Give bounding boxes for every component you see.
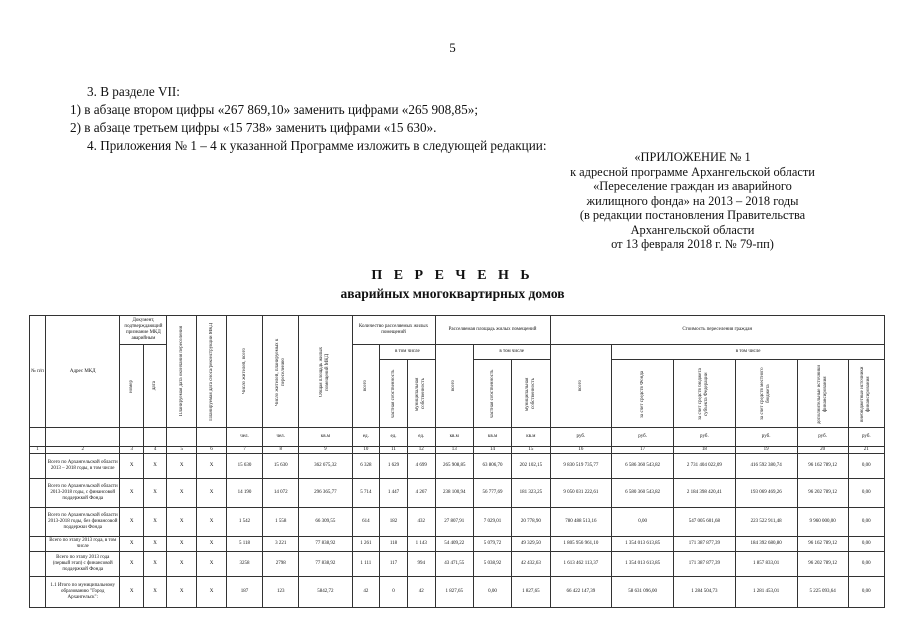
table-cell: 181 323,25 (512, 479, 550, 508)
table-cell: 1 613 462 113,37 (550, 552, 612, 577)
table-cell: X (120, 454, 143, 479)
table-cell: 42 (352, 577, 380, 608)
table-cell: 780 488 513,16 (550, 508, 612, 537)
table-cell: 0 (380, 577, 408, 608)
unit-cell (30, 428, 46, 447)
unit-cell: руб. (735, 428, 797, 447)
table-cell: 1 354 013 613,85 (612, 537, 674, 552)
document-subtitle: аварийных многоквартирных домов (340, 286, 565, 301)
unit-cell: кв.м (299, 428, 352, 447)
table-cell: 184 392 680,80 (735, 537, 797, 552)
table-cell: 2 731 404 022,09 (674, 454, 736, 479)
paragraph-section-vii: 3. В разделе VII: (87, 84, 180, 99)
table-cell: 5 118 (226, 537, 262, 552)
header-count-group: Количество расселяемых жилых помещений (352, 316, 435, 345)
column-number-cell: 12 (407, 447, 435, 454)
document-title: П Е Р Е Ч Е Н Ь (371, 268, 534, 283)
column-number-cell: 2 (45, 447, 120, 454)
table-cell: 193 069 469,26 (735, 479, 797, 508)
table-cell: X (143, 454, 166, 479)
table-cell: X (167, 479, 197, 508)
table-cell: 265 908,85 (435, 454, 473, 479)
appendix-line: от 13 февраля 2018 г. № 79-пп) (611, 237, 774, 251)
houses-table (29, 315, 885, 608)
table-cell: 1 857 833,01 (735, 552, 797, 577)
header-num: № п/п (30, 316, 46, 428)
table-cell: 6 586 360 543,82 (612, 454, 674, 479)
column-number-cell: 16 (550, 447, 612, 454)
column-number-cell: 5 (167, 447, 197, 454)
header-plan-demolish: Планируемая дата сноса/реконструкции МКД (197, 316, 227, 428)
table-cell: 66 422 147,39 (550, 577, 612, 608)
column-number-cell: 13 (435, 447, 473, 454)
column-numbers-row (30, 447, 885, 454)
table-cell (30, 479, 46, 508)
unit-cell: чел. (226, 428, 262, 447)
column-number-cell: 14 (473, 447, 511, 454)
table-cell: 0,00 (848, 537, 884, 552)
table-cell: 0,00 (848, 479, 884, 508)
table-cell: X (197, 552, 227, 577)
unit-cell: кв.м (473, 428, 511, 447)
header-area-municipal: муниципальная собственность (512, 360, 550, 428)
page-number: 5 (449, 40, 456, 55)
table-cell: X (197, 508, 227, 537)
table-cell: 4 699 (407, 454, 435, 479)
table-cell: 2 184 398 420,41 (674, 479, 736, 508)
table-cell: 9 960 000,00 (797, 508, 848, 537)
appendix-line: (в редакции постановления Правительства (579, 208, 806, 222)
table-cell: 1 827,65 (512, 577, 550, 608)
table-cell: 7 029,01 (473, 508, 511, 537)
table-cell: 5 038,92 (473, 552, 511, 577)
table-cell: 49 329,50 (512, 537, 550, 552)
header-by-region: за счет средств бюджета субъекта Федерации (674, 360, 736, 428)
paragraph-item-4: 4. Приложения № 1 – 4 к указанной Программе изложить в следующей редакции: (87, 138, 547, 153)
table-cell: 187 (226, 577, 262, 608)
unit-cell (143, 428, 166, 447)
column-number-cell: 3 (120, 447, 143, 454)
table-cell: 223 522 911,48 (735, 508, 797, 537)
column-number-cell: 8 (263, 447, 299, 454)
table-cell: 1 261 (352, 537, 380, 552)
table-cell: X (167, 508, 197, 537)
header-document: Документ, подтверждающий признание МКД аварийным (120, 316, 167, 345)
unit-cell: кв.м (512, 428, 550, 447)
table-cell: 20 778,90 (512, 508, 550, 537)
table-cell: X (167, 577, 197, 608)
table-cell: 1 805 956 961,10 (550, 537, 612, 552)
table-row (30, 454, 885, 479)
header-doc-date: дата (143, 345, 166, 428)
table-cell: 9 050 031 222,61 (550, 479, 612, 508)
table-cell: 96 162 789,12 (797, 454, 848, 479)
unit-cell: ед. (380, 428, 408, 447)
table-cell: 1 284 504,73 (674, 577, 736, 608)
table-cell: X (120, 552, 143, 577)
table-cell: 5 714 (352, 479, 380, 508)
table-cell: 362 675,32 (299, 454, 352, 479)
table-cell: 117 (380, 552, 408, 577)
header-cost-incl: в том числе (612, 345, 885, 360)
table-cell: 118 (380, 537, 408, 552)
row-address-cell: 1.1 Итого по муниципальному образованию "Город Архангельск": (45, 577, 120, 608)
table-cell: 77 838,92 (299, 552, 352, 577)
table-cell: 182 (380, 508, 408, 537)
unit-cell (197, 428, 227, 447)
column-number-cell: 21 (848, 447, 884, 454)
header-cost-total: всего (550, 345, 612, 428)
table-cell: X (143, 537, 166, 552)
column-number-cell: 6 (197, 447, 227, 454)
header-by-fund: за счет средств Фонда (612, 360, 674, 428)
table-cell: 96 202 789,12 (797, 552, 848, 577)
column-number-cell: 19 (735, 447, 797, 454)
table-cell: 1 827,65 (435, 577, 473, 608)
table-cell: 5 079,72 (473, 537, 511, 552)
table-cell (30, 454, 46, 479)
table-cell: 27 807,91 (435, 508, 473, 537)
row-address-cell: Всего по этапу 2013 года (первый этап) с финансовой поддержкой Фонда (45, 552, 120, 577)
header-doc-number: номер (120, 345, 143, 428)
table-row (30, 537, 885, 552)
table-cell: 614 (352, 508, 380, 537)
table-cell: X (143, 508, 166, 537)
column-number-cell: 7 (226, 447, 262, 454)
header-area-total-sub: всего (435, 345, 473, 428)
row-address-cell: Всего по Архангельской области 2013-2018 годы, без финансовой поддержки Фонда (45, 508, 120, 537)
appendix-line: жилищного фонда» на 2013 – 2018 годы (586, 193, 799, 208)
header-count-municipal: муниципальная собственность (407, 360, 435, 428)
column-number-cell: 20 (797, 447, 848, 454)
table-cell: 123 (263, 577, 299, 608)
table-cell: 43 471,55 (435, 552, 473, 577)
unit-cell: ед. (407, 428, 435, 447)
table-cell: X (143, 577, 166, 608)
table-cell (30, 537, 46, 552)
unit-cell: руб. (550, 428, 612, 447)
header-residents: Число жителей, всего (226, 316, 262, 428)
row-address-cell: Всего по этапу 2013 года, в том числе (45, 537, 120, 552)
table-cell (30, 508, 46, 537)
header-area-private: частная собственность (473, 360, 511, 428)
column-number-cell: 18 (674, 447, 736, 454)
table-cell: 0,00 (848, 454, 884, 479)
table-cell: 58 631 096,00 (612, 577, 674, 608)
header-count-total: всего (352, 345, 380, 428)
table-cell: 0,00 (848, 552, 884, 577)
column-number-cell: 17 (612, 447, 674, 454)
unit-cell: чел. (263, 428, 299, 447)
table-cell: 63 806,70 (473, 454, 511, 479)
table-cell (30, 577, 46, 608)
table-cell: 238 100,94 (435, 479, 473, 508)
unit-cell: руб. (612, 428, 674, 447)
unit-cell: руб. (797, 428, 848, 447)
table-cell: 6 328 (352, 454, 380, 479)
table-cell: 0,00 (848, 508, 884, 537)
header-area-group: Расселяемая площадь жилых помещений (435, 316, 550, 345)
table-cell: 296 365,77 (299, 479, 352, 508)
unit-cell (167, 428, 197, 447)
table-cell: 2798 (263, 552, 299, 577)
appendix-line: Архангельской области (630, 222, 755, 237)
column-number-cell: 9 (299, 447, 352, 454)
column-number-cell: 11 (380, 447, 408, 454)
table-cell: 56 777,69 (473, 479, 511, 508)
column-number-cell: 15 (512, 447, 550, 454)
unit-cell: кв.м (435, 428, 473, 447)
unit-cell: руб. (848, 428, 884, 447)
header-area-incl: в том числе (473, 345, 550, 360)
table-cell: 0,00 (473, 577, 511, 608)
header-residents-plan: Число жителей, планируемых к переселению (263, 316, 299, 428)
table-cell: 1 629 (380, 454, 408, 479)
table-cell: 9 830 519 735,77 (550, 454, 612, 479)
table-cell: 14 190 (226, 479, 262, 508)
header-extra-sources: дополнительные источники финансирования (797, 360, 848, 428)
row-address-cell: Всего по Архангельской области 2013 – 2018 годы, в том числе (45, 454, 120, 479)
table-cell: 1 281 453,01 (735, 577, 797, 608)
header-cost-group: Стоимость переселения граждан (550, 316, 884, 345)
table-cell: 66 309,55 (299, 508, 352, 537)
table-cell: 5842,72 (299, 577, 352, 608)
table-cell: X (120, 577, 143, 608)
unit-cell (120, 428, 143, 447)
column-number-cell: 4 (143, 447, 166, 454)
header-plan-resettle: Планируемая дата окончания переселения (167, 316, 197, 428)
table-cell: 3 221 (263, 537, 299, 552)
table-cell: 432 (407, 508, 435, 537)
paragraph-item-2: 2) в абзаце третьем цифры «15 738» заменить цифрами «15 630». (70, 120, 437, 135)
row-address-cell: Всего по Архангельской области 2013-2018 годы, с финансовой поддержкой Фонда (45, 479, 120, 508)
table-cell: 1 558 (263, 508, 299, 537)
appendix-line: к адресной программе Архангельской области (570, 164, 815, 179)
table-cell: 416 592 380,74 (735, 454, 797, 479)
table-cell: X (197, 577, 227, 608)
table-cell: X (197, 479, 227, 508)
table-cell: X (120, 537, 143, 552)
table-cell: 42 432,63 (512, 552, 550, 577)
table-cell: X (143, 479, 166, 508)
appendix-line: «Переселение граждан из аварийного (593, 179, 792, 193)
table-row (30, 552, 885, 577)
table-cell: 6 580 360 543,82 (612, 479, 674, 508)
header-by-local: за счет средств местного бюджета (735, 360, 797, 428)
table-cell: 1 143 (407, 537, 435, 552)
table-cell: 0,00 (848, 577, 884, 608)
table-cell: 54 409,22 (435, 537, 473, 552)
table-cell: 77 838,92 (299, 537, 352, 552)
table-cell: 547 005 601,68 (674, 508, 736, 537)
table-cell: 42 (407, 577, 435, 608)
appendix-header (560, 150, 825, 252)
unit-cell: руб. (674, 428, 736, 447)
table-cell: 3258 (226, 552, 262, 577)
table-cell: 994 (407, 552, 435, 577)
table-cell: 96 202 789,12 (797, 479, 848, 508)
table-cell: 171 387 877,39 (674, 552, 736, 577)
table-cell: 1 542 (226, 508, 262, 537)
table-cell: X (197, 454, 227, 479)
appendix-line: «ПРИЛОЖЕНИЕ № 1 (634, 150, 751, 164)
table-cell: 0,00 (612, 508, 674, 537)
table-cell: 1 111 (352, 552, 380, 577)
table-cell: X (167, 537, 197, 552)
table-cell: 15 630 (226, 454, 262, 479)
table-cell: X (197, 537, 227, 552)
table-cell: 1 354 013 613,85 (612, 552, 674, 577)
column-number-cell: 1 (30, 447, 46, 454)
table-cell (30, 552, 46, 577)
table-cell: X (167, 454, 197, 479)
units-row (30, 428, 885, 447)
unit-cell: ед. (352, 428, 380, 447)
header-address: Адрес МКД (45, 316, 120, 428)
table-cell: X (120, 479, 143, 508)
table-row (30, 479, 885, 508)
table-row (30, 577, 885, 608)
table-cell: 15 630 (263, 454, 299, 479)
table-cell: X (120, 508, 143, 537)
header-count-private: частная собственность (380, 360, 408, 428)
header-area-total: Общая площадь жилых помещений МКД (299, 316, 352, 428)
header-count-incl: в том числе (380, 345, 435, 360)
column-number-cell: 10 (352, 447, 380, 454)
table-cell: 202 102,15 (512, 454, 550, 479)
table-cell: 4 267 (407, 479, 435, 508)
table-row (30, 508, 885, 537)
table-cell: X (143, 552, 166, 577)
table-cell: 96 162 789,12 (797, 537, 848, 552)
paragraph-item-1: 1) в абзаце втором цифры «267 869,10» заменить цифрами «265 908,85»; (70, 102, 478, 117)
unit-cell (45, 428, 120, 447)
table-cell: 14 072 (263, 479, 299, 508)
table-cell: 171 387 877,39 (674, 537, 736, 552)
header-extra-need: внебюджетные источники финансирования (848, 360, 884, 428)
table-cell: X (167, 552, 197, 577)
table-cell: 5 225 093,64 (797, 577, 848, 608)
table-cell: 1 447 (380, 479, 408, 508)
